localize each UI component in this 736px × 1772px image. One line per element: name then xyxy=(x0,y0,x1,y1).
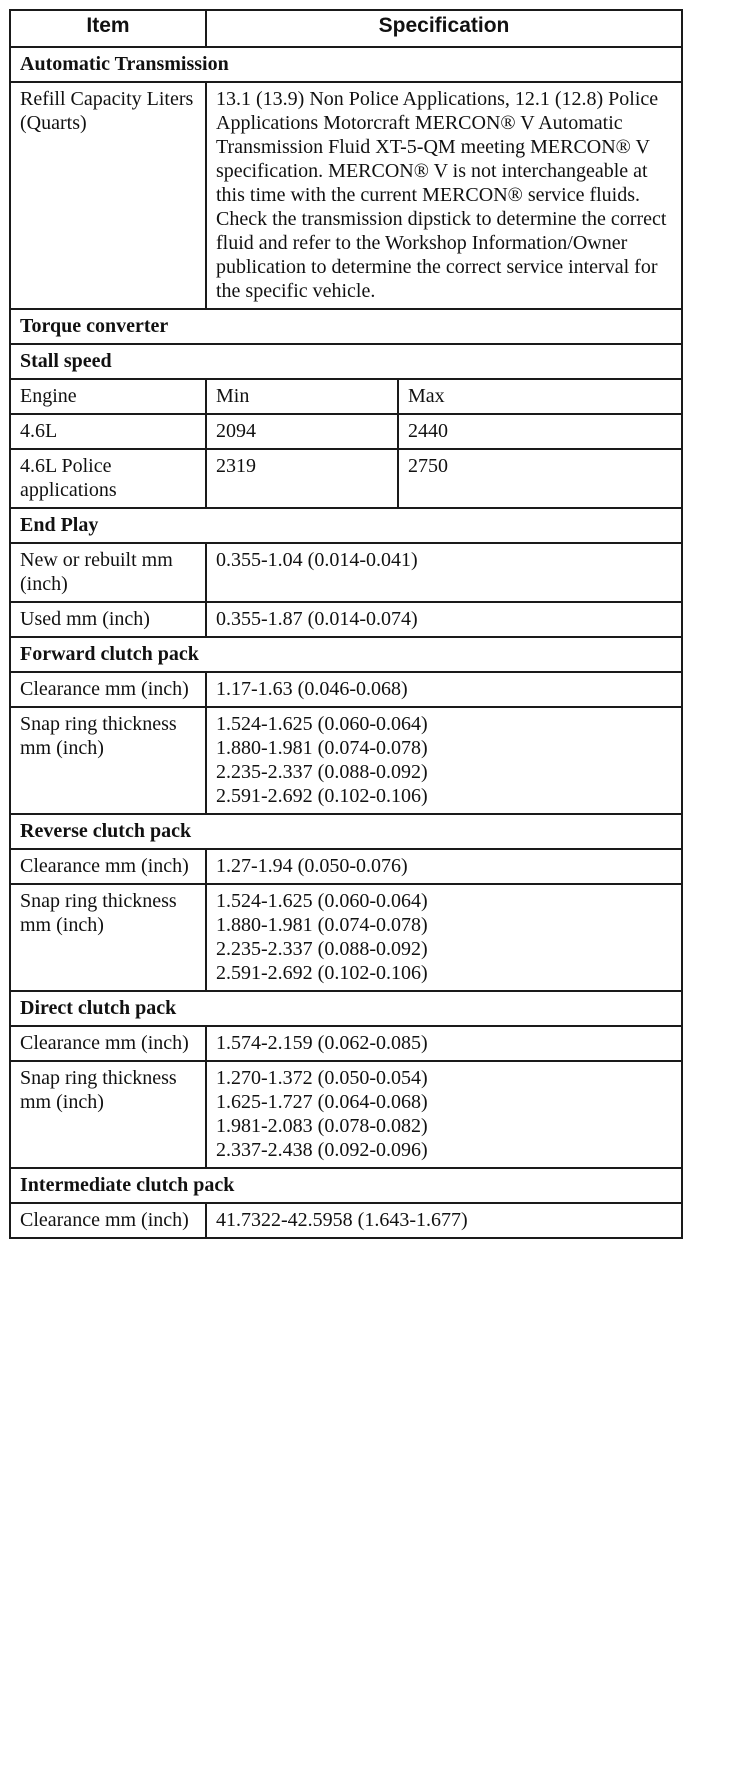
section-forward-clutch-pack: Forward clutch pack xyxy=(10,637,682,672)
table-header-row xyxy=(10,10,682,47)
reverse-clearance-value: 1.27-1.94 (0.050-0.076) xyxy=(206,849,682,884)
spec-sheet xyxy=(9,9,681,1239)
table-row xyxy=(10,707,682,814)
end-play-label: New or rebuilt mm (inch) xyxy=(10,543,206,602)
stall-col-min: Min xyxy=(206,379,398,414)
table-row xyxy=(10,849,682,884)
table-row xyxy=(10,414,682,449)
section-row xyxy=(10,508,682,543)
section-end-play: End Play xyxy=(10,508,682,543)
section-row xyxy=(10,47,682,82)
end-play-value: 0.355-1.87 (0.014-0.074) xyxy=(206,602,682,637)
direct-clearance-value: 1.574-2.159 (0.062-0.085) xyxy=(206,1026,682,1061)
section-row xyxy=(10,309,682,344)
header-specification: Specification xyxy=(206,10,682,47)
forward-snap-ring-label: Snap ring thickness mm (inch) xyxy=(10,707,206,814)
table-row xyxy=(10,543,682,602)
reverse-clearance-label: Clearance mm (inch) xyxy=(10,849,206,884)
intermediate-clearance-label: Clearance mm (inch) xyxy=(10,1203,206,1238)
table-row xyxy=(10,1061,682,1168)
stall-min: 2094 xyxy=(206,414,398,449)
reverse-snap-ring-values: 1.524-1.625 (0.060-0.064) 1.880-1.981 (0.074-0.078) 2.235-2.337 (0.088-0.092) 2.591-2.692 (0.102-0.106) xyxy=(206,884,682,991)
stall-engine: 4.6L Police applications xyxy=(10,449,206,508)
table-row xyxy=(10,449,682,508)
section-stall-speed: Stall speed xyxy=(10,344,682,379)
section-row xyxy=(10,637,682,672)
table-row xyxy=(10,1026,682,1061)
stall-col-engine: Engine xyxy=(10,379,206,414)
direct-snap-ring-values: 1.270-1.372 (0.050-0.054) 1.625-1.727 (0.064-0.068) 1.981-2.083 (0.078-0.082) 2.337-2.438 (0.092-0.096) xyxy=(206,1061,682,1168)
forward-clearance-label: Clearance mm (inch) xyxy=(10,672,206,707)
section-row xyxy=(10,814,682,849)
end-play-value: 0.355-1.04 (0.014-0.041) xyxy=(206,543,682,602)
table-row xyxy=(10,884,682,991)
section-row xyxy=(10,1168,682,1203)
stall-max: 2440 xyxy=(398,414,682,449)
reverse-snap-ring-label: Snap ring thickness mm (inch) xyxy=(10,884,206,991)
stall-engine: 4.6L xyxy=(10,414,206,449)
refill-capacity-label: Refill Capacity Liters (Quarts) xyxy=(10,82,206,309)
table-row xyxy=(10,602,682,637)
refill-capacity-value: 13.1 (13.9) Non Police Applications, 12.1 (12.8) Police Applications Motorcraft MERCON® V Automatic Transmission Fluid XT-5-QM meeting MERCON® V specification. MERCON® V is not interchangeable at this time with the current MERCON® service fluids. Check the transmission dipstick to determine the correct fluid and refer to the Workshop Information/Owner publication to determine the correct service interval for the specific vehicle. xyxy=(206,82,682,309)
forward-clearance-value: 1.17-1.63 (0.046-0.068) xyxy=(206,672,682,707)
stall-min: 2319 xyxy=(206,449,398,508)
table-row xyxy=(10,1203,682,1238)
section-automatic-transmission: Automatic Transmission xyxy=(10,47,682,82)
stall-speed-header-row xyxy=(10,379,682,414)
direct-snap-ring-label: Snap ring thickness mm (inch) xyxy=(10,1061,206,1168)
end-play-label: Used mm (inch) xyxy=(10,602,206,637)
section-reverse-clutch-pack: Reverse clutch pack xyxy=(10,814,682,849)
specification-table xyxy=(9,9,683,1239)
intermediate-clearance-value: 41.7322-42.5958 (1.643-1.677) xyxy=(206,1203,682,1238)
stall-max: 2750 xyxy=(398,449,682,508)
stall-col-max: Max xyxy=(398,379,682,414)
table-row xyxy=(10,672,682,707)
section-intermediate-clutch-pack: Intermediate clutch pack xyxy=(10,1168,682,1203)
forward-snap-ring-values: 1.524-1.625 (0.060-0.064) 1.880-1.981 (0.074-0.078) 2.235-2.337 (0.088-0.092) 2.591-2.692 (0.102-0.106) xyxy=(206,707,682,814)
header-item: Item xyxy=(10,10,206,47)
section-row xyxy=(10,344,682,379)
section-torque-converter: Torque converter xyxy=(10,309,682,344)
table-row xyxy=(10,82,682,309)
direct-clearance-label: Clearance mm (inch) xyxy=(10,1026,206,1061)
section-direct-clutch-pack: Direct clutch pack xyxy=(10,991,682,1026)
section-row xyxy=(10,991,682,1026)
